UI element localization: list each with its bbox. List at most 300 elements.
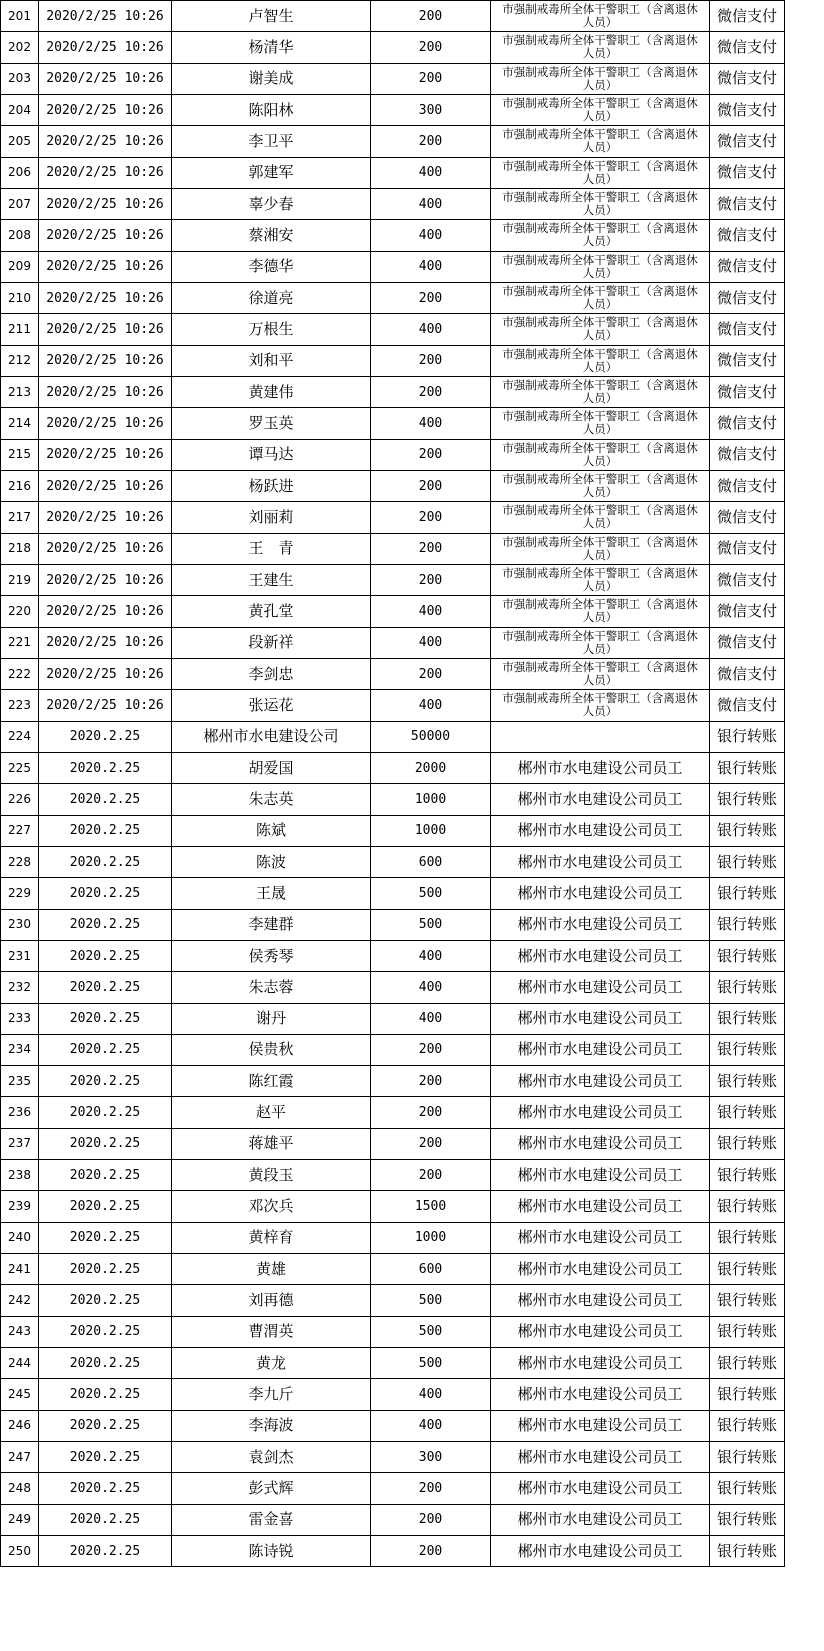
payment-method: 微信支付 bbox=[710, 126, 785, 157]
row-number: 204 bbox=[1, 94, 39, 125]
row-number: 223 bbox=[1, 690, 39, 721]
donation-date: 2020.2.25 bbox=[39, 1504, 172, 1535]
donation-amount: 400 bbox=[371, 940, 491, 971]
donation-date: 2020/2/25 10:26 bbox=[39, 690, 172, 721]
donor-affiliation: 郴州市水电建设公司员工 bbox=[491, 1410, 710, 1441]
row-number: 230 bbox=[1, 909, 39, 940]
donor-name: 徐道亮 bbox=[172, 282, 371, 313]
donation-amount: 400 bbox=[371, 972, 491, 1003]
donor-affiliation: 市强制戒毒所全体干警职工（含离退休 人员） bbox=[491, 690, 710, 721]
donor-name: 万根生 bbox=[172, 314, 371, 345]
payment-method: 银行转账 bbox=[710, 1379, 785, 1410]
row-number: 243 bbox=[1, 1316, 39, 1347]
table-row bbox=[1, 940, 785, 971]
donor-affiliation: 郴州市水电建设公司员工 bbox=[491, 1348, 710, 1379]
donation-date: 2020.2.25 bbox=[39, 909, 172, 940]
donor-affiliation: 市强制戒毒所全体干警职工（含离退休 人员） bbox=[491, 220, 710, 251]
table-row bbox=[1, 1379, 785, 1410]
donation-amount: 400 bbox=[371, 314, 491, 345]
payment-method: 微信支付 bbox=[710, 439, 785, 470]
donor-name: 蔡湘安 bbox=[172, 220, 371, 251]
donor-name: 罗玉英 bbox=[172, 408, 371, 439]
donor-name: 彭式辉 bbox=[172, 1473, 371, 1504]
donor-affiliation: 郴州市水电建设公司员工 bbox=[491, 1066, 710, 1097]
table-row bbox=[1, 470, 785, 501]
donation-amount: 200 bbox=[371, 564, 491, 595]
donor-name: 王 青 bbox=[172, 533, 371, 564]
donation-amount: 200 bbox=[371, 1097, 491, 1128]
donation-date: 2020.2.25 bbox=[39, 721, 172, 752]
donation-amount: 400 bbox=[371, 690, 491, 721]
donation-amount: 200 bbox=[371, 1473, 491, 1504]
donation-amount: 200 bbox=[371, 1160, 491, 1191]
row-number: 229 bbox=[1, 878, 39, 909]
donation-amount: 600 bbox=[371, 1254, 491, 1285]
donation-amount: 500 bbox=[371, 1316, 491, 1347]
row-number: 232 bbox=[1, 972, 39, 1003]
table-row bbox=[1, 282, 785, 313]
donor-name: 侯秀琴 bbox=[172, 940, 371, 971]
row-number: 217 bbox=[1, 502, 39, 533]
donation-amount: 200 bbox=[371, 376, 491, 407]
row-number: 202 bbox=[1, 32, 39, 63]
donor-name: 邓次兵 bbox=[172, 1191, 371, 1222]
row-number: 222 bbox=[1, 658, 39, 689]
payment-method: 微信支付 bbox=[710, 596, 785, 627]
row-number: 245 bbox=[1, 1379, 39, 1410]
donation-date: 2020.2.25 bbox=[39, 1160, 172, 1191]
donation-amount: 400 bbox=[371, 627, 491, 658]
donor-name: 赵平 bbox=[172, 1097, 371, 1128]
payment-method: 银行转账 bbox=[710, 1410, 785, 1441]
payment-method: 微信支付 bbox=[710, 1, 785, 32]
donor-name: 辜少春 bbox=[172, 188, 371, 219]
donor-name: 谢丹 bbox=[172, 1003, 371, 1034]
donor-affiliation: 郴州市水电建设公司员工 bbox=[491, 1504, 710, 1535]
donor-affiliation: 市强制戒毒所全体干警职工（含离退休 人员） bbox=[491, 63, 710, 94]
table-row bbox=[1, 220, 785, 251]
row-number: 228 bbox=[1, 846, 39, 877]
donation-date: 2020.2.25 bbox=[39, 1442, 172, 1473]
donation-date: 2020/2/25 10:26 bbox=[39, 502, 172, 533]
donation-date: 2020/2/25 10:26 bbox=[39, 94, 172, 125]
donation-amount: 200 bbox=[371, 1128, 491, 1159]
donor-name: 李建群 bbox=[172, 909, 371, 940]
donor-name: 雷金喜 bbox=[172, 1504, 371, 1535]
donor-name: 刘再德 bbox=[172, 1285, 371, 1316]
table-row bbox=[1, 972, 785, 1003]
donor-name: 黄段玉 bbox=[172, 1160, 371, 1191]
row-number: 211 bbox=[1, 314, 39, 345]
donation-date: 2020/2/25 10:26 bbox=[39, 564, 172, 595]
donation-date: 2020.2.25 bbox=[39, 752, 172, 783]
donation-date: 2020/2/25 10:26 bbox=[39, 126, 172, 157]
payment-method: 银行转账 bbox=[710, 721, 785, 752]
donor-affiliation: 郴州市水电建设公司员工 bbox=[491, 909, 710, 940]
row-number: 216 bbox=[1, 470, 39, 501]
row-number: 227 bbox=[1, 815, 39, 846]
payment-method: 银行转账 bbox=[710, 815, 785, 846]
payment-method: 微信支付 bbox=[710, 188, 785, 219]
donation-amount: 600 bbox=[371, 846, 491, 877]
donation-amount: 200 bbox=[371, 63, 491, 94]
donor-affiliation: 郴州市水电建设公司员工 bbox=[491, 1254, 710, 1285]
donation-date: 2020.2.25 bbox=[39, 1536, 172, 1567]
payment-method: 银行转账 bbox=[710, 1442, 785, 1473]
donor-affiliation: 郴州市水电建设公司员工 bbox=[491, 1316, 710, 1347]
payment-method: 微信支付 bbox=[710, 627, 785, 658]
payment-method: 微信支付 bbox=[710, 564, 785, 595]
donor-name: 杨清华 bbox=[172, 32, 371, 63]
donation-date: 2020.2.25 bbox=[39, 940, 172, 971]
table-row bbox=[1, 1191, 785, 1222]
donation-date: 2020/2/25 10:26 bbox=[39, 188, 172, 219]
table-row bbox=[1, 157, 785, 188]
donation-date: 2020/2/25 10:26 bbox=[39, 251, 172, 282]
donation-amount: 500 bbox=[371, 909, 491, 940]
donor-name: 李卫平 bbox=[172, 126, 371, 157]
payment-method: 微信支付 bbox=[710, 32, 785, 63]
table-row bbox=[1, 1285, 785, 1316]
donation-amount: 400 bbox=[371, 408, 491, 439]
donor-name: 卢智生 bbox=[172, 1, 371, 32]
payment-method: 微信支付 bbox=[710, 408, 785, 439]
payment-method: 微信支付 bbox=[710, 470, 785, 501]
row-number: 203 bbox=[1, 63, 39, 94]
payment-method: 银行转账 bbox=[710, 1285, 785, 1316]
donation-date: 2020.2.25 bbox=[39, 1254, 172, 1285]
row-number: 226 bbox=[1, 784, 39, 815]
donation-amount: 400 bbox=[371, 251, 491, 282]
payment-method: 银行转账 bbox=[710, 752, 785, 783]
table-row bbox=[1, 784, 785, 815]
donation-amount: 200 bbox=[371, 658, 491, 689]
donation-date: 2020.2.25 bbox=[39, 1348, 172, 1379]
payment-method: 微信支付 bbox=[710, 345, 785, 376]
donor-affiliation: 市强制戒毒所全体干警职工（含离退休 人员） bbox=[491, 126, 710, 157]
payment-method: 微信支付 bbox=[710, 157, 785, 188]
payment-method: 微信支付 bbox=[710, 658, 785, 689]
donor-name: 黄孔堂 bbox=[172, 596, 371, 627]
donor-affiliation: 郴州市水电建设公司员工 bbox=[491, 972, 710, 1003]
table-row bbox=[1, 1128, 785, 1159]
donor-name: 蒋雄平 bbox=[172, 1128, 371, 1159]
donation-date: 2020/2/25 10:26 bbox=[39, 408, 172, 439]
payment-method: 微信支付 bbox=[710, 94, 785, 125]
row-number: 246 bbox=[1, 1410, 39, 1441]
payment-method: 微信支付 bbox=[710, 63, 785, 94]
payment-method: 银行转账 bbox=[710, 846, 785, 877]
donation-date: 2020.2.25 bbox=[39, 1410, 172, 1441]
table-row bbox=[1, 345, 785, 376]
donor-name: 侯贵秋 bbox=[172, 1034, 371, 1065]
donation-date: 2020/2/25 10:26 bbox=[39, 533, 172, 564]
table-row bbox=[1, 32, 785, 63]
payment-method: 银行转账 bbox=[710, 1254, 785, 1285]
payment-method: 银行转账 bbox=[710, 1097, 785, 1128]
row-number: 214 bbox=[1, 408, 39, 439]
donation-date: 2020.2.25 bbox=[39, 1097, 172, 1128]
payment-method: 银行转账 bbox=[710, 1034, 785, 1065]
row-number: 215 bbox=[1, 439, 39, 470]
row-number: 239 bbox=[1, 1191, 39, 1222]
donor-affiliation: 市强制戒毒所全体干警职工（含离退休 人员） bbox=[491, 439, 710, 470]
donation-date: 2020.2.25 bbox=[39, 1379, 172, 1410]
payment-method: 银行转账 bbox=[710, 1348, 785, 1379]
donor-name: 郴州市水电建设公司 bbox=[172, 721, 371, 752]
donor-affiliation: 郴州市水电建设公司员工 bbox=[491, 878, 710, 909]
row-number: 205 bbox=[1, 126, 39, 157]
table-row bbox=[1, 1536, 785, 1567]
donation-amount: 400 bbox=[371, 188, 491, 219]
donor-affiliation: 市强制戒毒所全体干警职工（含离退休 人员） bbox=[491, 345, 710, 376]
row-number: 241 bbox=[1, 1254, 39, 1285]
donor-affiliation: 郴州市水电建设公司员工 bbox=[491, 846, 710, 877]
donor-name: 李海波 bbox=[172, 1410, 371, 1441]
donation-date: 2020.2.25 bbox=[39, 1222, 172, 1253]
donation-date: 2020.2.25 bbox=[39, 1285, 172, 1316]
donation-date: 2020/2/25 10:26 bbox=[39, 157, 172, 188]
donation-date: 2020.2.25 bbox=[39, 815, 172, 846]
donor-name: 杨跃进 bbox=[172, 470, 371, 501]
table-row bbox=[1, 690, 785, 721]
donor-affiliation: 郴州市水电建设公司员工 bbox=[491, 1003, 710, 1034]
donor-affiliation: 郴州市水电建设公司员工 bbox=[491, 1034, 710, 1065]
donation-date: 2020.2.25 bbox=[39, 1473, 172, 1504]
table-row bbox=[1, 627, 785, 658]
payment-method: 微信支付 bbox=[710, 220, 785, 251]
donation-amount: 200 bbox=[371, 126, 491, 157]
payment-method: 银行转账 bbox=[710, 1504, 785, 1535]
donor-name: 刘和平 bbox=[172, 345, 371, 376]
donor-name: 曹渭英 bbox=[172, 1316, 371, 1347]
donor-affiliation: 郴州市水电建设公司员工 bbox=[491, 784, 710, 815]
table-row bbox=[1, 846, 785, 877]
row-number: 218 bbox=[1, 533, 39, 564]
payment-method: 银行转账 bbox=[710, 1128, 785, 1159]
donation-amount: 1000 bbox=[371, 1222, 491, 1253]
donor-affiliation: 市强制戒毒所全体干警职工（含离退休 人员） bbox=[491, 596, 710, 627]
donor-affiliation: 市强制戒毒所全体干警职工（含离退休 人员） bbox=[491, 627, 710, 658]
row-number: 237 bbox=[1, 1128, 39, 1159]
donor-name: 李剑忠 bbox=[172, 658, 371, 689]
row-number: 249 bbox=[1, 1504, 39, 1535]
donor-affiliation: 郴州市水电建设公司员工 bbox=[491, 1442, 710, 1473]
donor-affiliation: 市强制戒毒所全体干警职工（含离退休 人员） bbox=[491, 251, 710, 282]
donation-amount: 400 bbox=[371, 220, 491, 251]
payment-method: 微信支付 bbox=[710, 282, 785, 313]
row-number: 231 bbox=[1, 940, 39, 971]
row-number: 207 bbox=[1, 188, 39, 219]
donation-date: 2020/2/25 10:26 bbox=[39, 658, 172, 689]
table-row bbox=[1, 1504, 785, 1535]
donation-amount: 200 bbox=[371, 1034, 491, 1065]
donation-amount: 200 bbox=[371, 282, 491, 313]
table-row bbox=[1, 126, 785, 157]
donation-date: 2020/2/25 10:26 bbox=[39, 439, 172, 470]
row-number: 250 bbox=[1, 1536, 39, 1567]
payment-method: 银行转账 bbox=[710, 784, 785, 815]
payment-method: 微信支付 bbox=[710, 314, 785, 345]
donor-affiliation: 郴州市水电建设公司员工 bbox=[491, 1536, 710, 1567]
payment-method: 银行转账 bbox=[710, 878, 785, 909]
table-row bbox=[1, 1473, 785, 1504]
donor-affiliation: 郴州市水电建设公司员工 bbox=[491, 1128, 710, 1159]
donor-name: 李九斤 bbox=[172, 1379, 371, 1410]
donation-amount: 1000 bbox=[371, 815, 491, 846]
row-number: 208 bbox=[1, 220, 39, 251]
donation-date: 2020.2.25 bbox=[39, 1003, 172, 1034]
table-row bbox=[1, 1, 785, 32]
table-row bbox=[1, 1003, 785, 1034]
donation-date: 2020/2/25 10:26 bbox=[39, 596, 172, 627]
donor-affiliation: 市强制戒毒所全体干警职工（含离退休 人员） bbox=[491, 314, 710, 345]
donor-name: 陈斌 bbox=[172, 815, 371, 846]
table-row bbox=[1, 1066, 785, 1097]
donation-date: 2020/2/25 10:26 bbox=[39, 376, 172, 407]
row-number: 209 bbox=[1, 251, 39, 282]
donor-affiliation: 市强制戒毒所全体干警职工（含离退休 人员） bbox=[491, 658, 710, 689]
payment-method: 微信支付 bbox=[710, 502, 785, 533]
donation-amount: 200 bbox=[371, 1536, 491, 1567]
donor-affiliation: 市强制戒毒所全体干警职工（含离退休 人员） bbox=[491, 94, 710, 125]
table-row bbox=[1, 502, 785, 533]
table-row bbox=[1, 94, 785, 125]
donation-amount: 200 bbox=[371, 1504, 491, 1535]
donation-amount: 1500 bbox=[371, 1191, 491, 1222]
donor-name: 王建生 bbox=[172, 564, 371, 595]
row-number: 238 bbox=[1, 1160, 39, 1191]
donor-affiliation: 郴州市水电建设公司员工 bbox=[491, 752, 710, 783]
donor-affiliation bbox=[491, 721, 710, 752]
donor-affiliation: 郴州市水电建设公司员工 bbox=[491, 1473, 710, 1504]
donor-affiliation: 市强制戒毒所全体干警职工（含离退休 人员） bbox=[491, 32, 710, 63]
table-row bbox=[1, 878, 785, 909]
donation-amount: 500 bbox=[371, 878, 491, 909]
donation-amount: 500 bbox=[371, 1348, 491, 1379]
donation-amount: 300 bbox=[371, 94, 491, 125]
donation-amount: 2000 bbox=[371, 752, 491, 783]
row-number: 213 bbox=[1, 376, 39, 407]
table-row bbox=[1, 376, 785, 407]
table-row bbox=[1, 1316, 785, 1347]
table-row bbox=[1, 1348, 785, 1379]
donation-amount: 200 bbox=[371, 502, 491, 533]
row-number: 212 bbox=[1, 345, 39, 376]
table-row bbox=[1, 1254, 785, 1285]
donor-name: 李德华 bbox=[172, 251, 371, 282]
table-row bbox=[1, 658, 785, 689]
payment-method: 银行转账 bbox=[710, 1316, 785, 1347]
row-number: 220 bbox=[1, 596, 39, 627]
donor-affiliation: 郴州市水电建设公司员工 bbox=[491, 940, 710, 971]
donation-date: 2020/2/25 10:26 bbox=[39, 627, 172, 658]
donation-date: 2020/2/25 10:26 bbox=[39, 220, 172, 251]
donation-date: 2020/2/25 10:26 bbox=[39, 345, 172, 376]
donor-affiliation: 市强制戒毒所全体干警职工（含离退休 人员） bbox=[491, 1, 710, 32]
row-number: 240 bbox=[1, 1222, 39, 1253]
row-number: 219 bbox=[1, 564, 39, 595]
donor-name: 陈波 bbox=[172, 846, 371, 877]
donation-date: 2020.2.25 bbox=[39, 1191, 172, 1222]
donor-name: 刘丽莉 bbox=[172, 502, 371, 533]
donor-name: 段新祥 bbox=[172, 627, 371, 658]
payment-method: 银行转账 bbox=[710, 1066, 785, 1097]
row-number: 210 bbox=[1, 282, 39, 313]
donor-affiliation: 郴州市水电建设公司员工 bbox=[491, 1160, 710, 1191]
table-row bbox=[1, 1160, 785, 1191]
row-number: 233 bbox=[1, 1003, 39, 1034]
table-row bbox=[1, 596, 785, 627]
table-row bbox=[1, 439, 785, 470]
donor-name: 朱志英 bbox=[172, 784, 371, 815]
row-number: 242 bbox=[1, 1285, 39, 1316]
donor-affiliation: 市强制戒毒所全体干警职工（含离退休 人员） bbox=[491, 533, 710, 564]
row-number: 248 bbox=[1, 1473, 39, 1504]
donor-name: 谢美成 bbox=[172, 63, 371, 94]
table-row bbox=[1, 1222, 785, 1253]
donation-date: 2020/2/25 10:26 bbox=[39, 63, 172, 94]
table-row bbox=[1, 564, 785, 595]
donation-amount: 200 bbox=[371, 1, 491, 32]
donation-amount: 500 bbox=[371, 1285, 491, 1316]
donor-affiliation: 市强制戒毒所全体干警职工（含离退休 人员） bbox=[491, 564, 710, 595]
donation-date: 2020/2/25 10:26 bbox=[39, 314, 172, 345]
donation-date: 2020.2.25 bbox=[39, 1034, 172, 1065]
donation-amount: 200 bbox=[371, 470, 491, 501]
donation-date: 2020/2/25 10:26 bbox=[39, 470, 172, 501]
row-number: 236 bbox=[1, 1097, 39, 1128]
donor-name: 胡爱国 bbox=[172, 752, 371, 783]
payment-method: 微信支付 bbox=[710, 690, 785, 721]
payment-method: 银行转账 bbox=[710, 1222, 785, 1253]
row-number: 221 bbox=[1, 627, 39, 658]
row-number: 247 bbox=[1, 1442, 39, 1473]
donation-amount: 400 bbox=[371, 157, 491, 188]
donation-date: 2020.2.25 bbox=[39, 846, 172, 877]
payment-method: 银行转账 bbox=[710, 972, 785, 1003]
table-row bbox=[1, 188, 785, 219]
table-row bbox=[1, 1410, 785, 1441]
table-row bbox=[1, 408, 785, 439]
donation-amount: 50000 bbox=[371, 721, 491, 752]
table-row bbox=[1, 1442, 785, 1473]
payment-method: 银行转账 bbox=[710, 940, 785, 971]
donation-amount: 400 bbox=[371, 1003, 491, 1034]
table-row bbox=[1, 533, 785, 564]
donor-name: 陈阳林 bbox=[172, 94, 371, 125]
row-number: 206 bbox=[1, 157, 39, 188]
table-row bbox=[1, 1034, 785, 1065]
donation-amount: 200 bbox=[371, 1066, 491, 1097]
donor-name: 黄梓育 bbox=[172, 1222, 371, 1253]
donor-affiliation: 郴州市水电建设公司员工 bbox=[491, 1222, 710, 1253]
row-number: 244 bbox=[1, 1348, 39, 1379]
payment-method: 微信支付 bbox=[710, 533, 785, 564]
payment-method: 微信支付 bbox=[710, 376, 785, 407]
table-row bbox=[1, 251, 785, 282]
donor-name: 黄龙 bbox=[172, 1348, 371, 1379]
donation-amount: 200 bbox=[371, 439, 491, 470]
donation-amount: 1000 bbox=[371, 784, 491, 815]
donation-date: 2020/2/25 10:26 bbox=[39, 32, 172, 63]
donation-amount: 400 bbox=[371, 1379, 491, 1410]
table-row bbox=[1, 815, 785, 846]
table-row bbox=[1, 1097, 785, 1128]
donor-affiliation: 市强制戒毒所全体干警职工（含离退休 人员） bbox=[491, 408, 710, 439]
row-number: 201 bbox=[1, 1, 39, 32]
donor-affiliation: 郴州市水电建设公司员工 bbox=[491, 1285, 710, 1316]
